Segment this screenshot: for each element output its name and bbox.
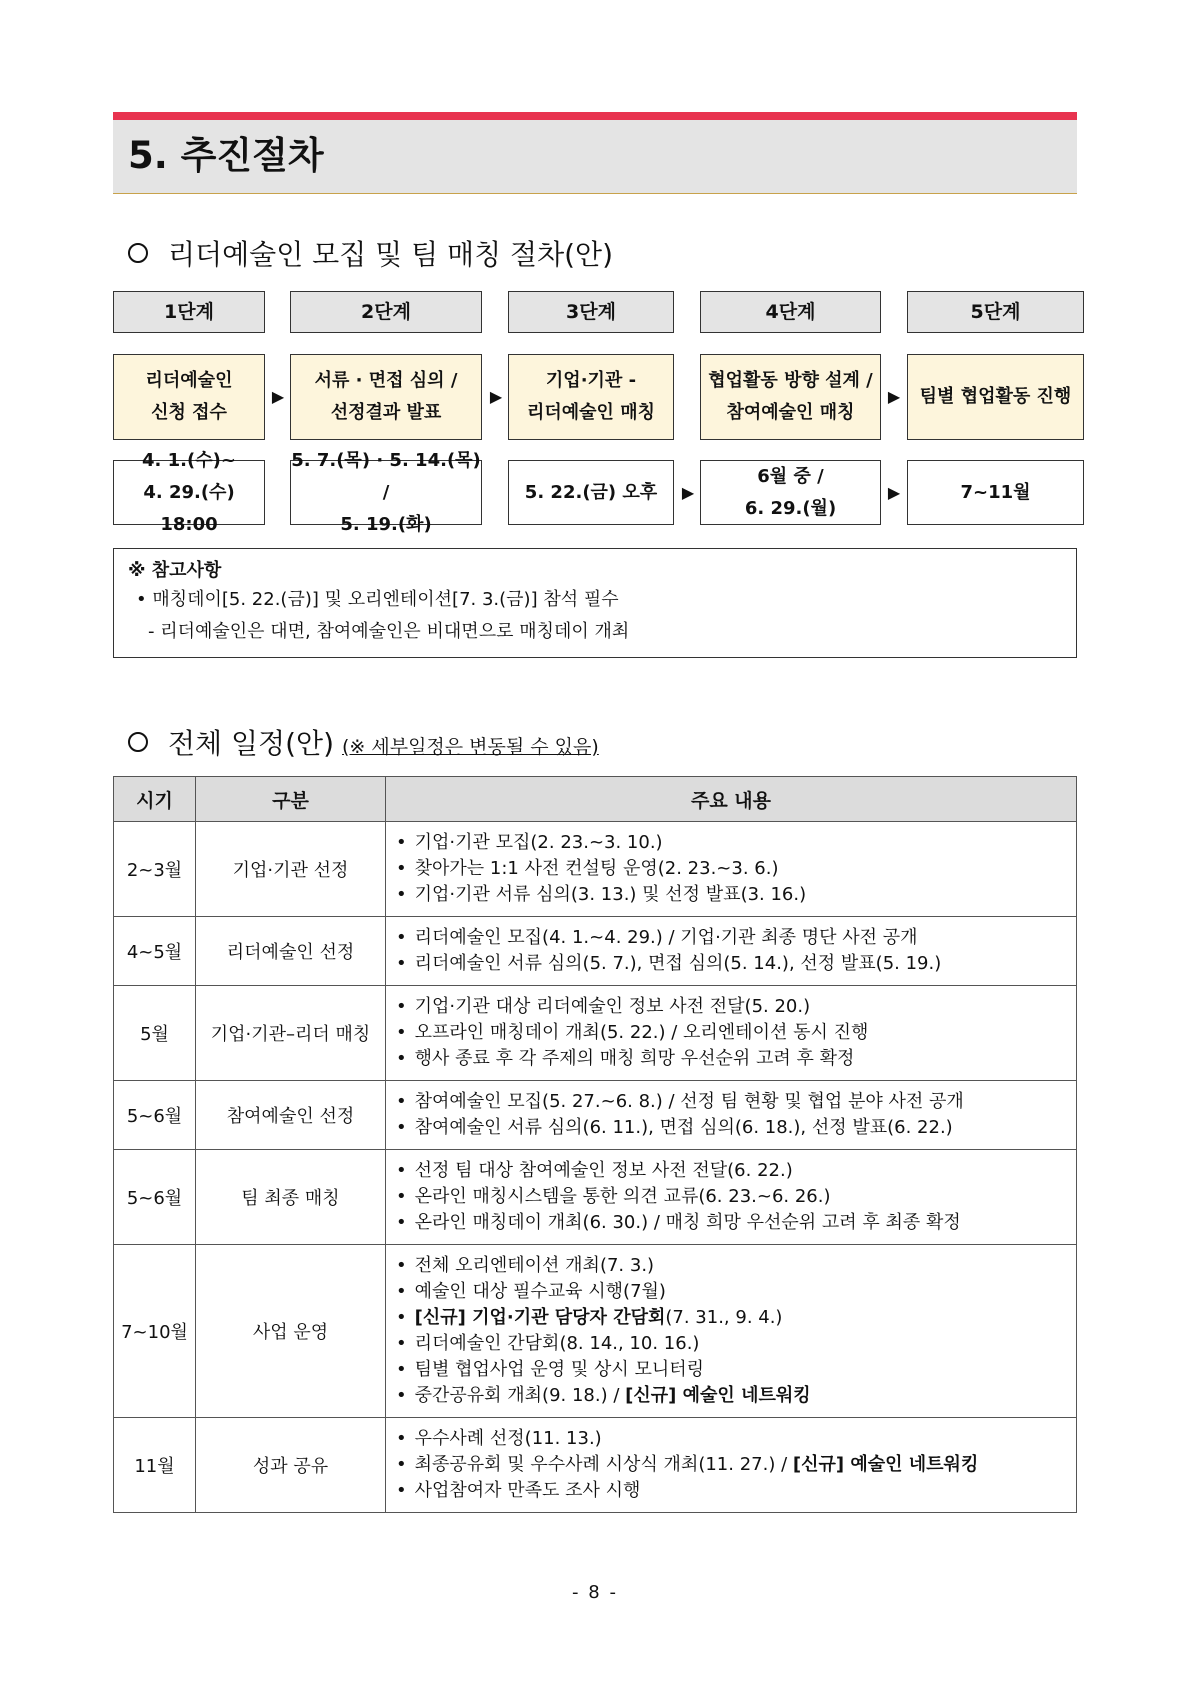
schedule-bullet-item: [396, 1046, 1068, 1072]
section-title: 5. 추진절차: [128, 134, 324, 177]
reference-note-box: [113, 548, 1077, 658]
column-header-content: 주요 내용: [386, 777, 1077, 822]
step-box-line: 협업활동 방향 설계 /: [708, 370, 873, 391]
arrow-right-icon: ▶: [887, 483, 901, 502]
schedule-bullet-item: [396, 882, 1068, 908]
schedule-heading-text: 전체 일정(안): [168, 727, 334, 760]
text-segment: 리더예술인 간담회(8. 14., 10. 16.): [414, 1333, 700, 1354]
schedule-bullet-item: [396, 925, 1068, 951]
schedule-bullet-item: [396, 1158, 1068, 1184]
date-box-line: 5. 7.(목) · 5. 14.(목) /: [291, 449, 481, 503]
step-box-4: [700, 354, 881, 440]
date-box-line: 6. 29.(월): [744, 497, 837, 519]
schedule-period-cell: 4~5월: [114, 917, 196, 986]
bold-text-segment: [신규] 예술인 네트워킹: [625, 1385, 811, 1406]
text-segment: 온라인 매칭데이 개최(6. 30.) / 매칭 희망 우선순위 고려 후 최종 확정: [414, 1212, 961, 1233]
procedure-heading: [128, 237, 613, 273]
table-row: [114, 1150, 1077, 1245]
schedule-content-cell: [386, 822, 1077, 917]
schedule-category-cell: 기업·기관–리더 매칭: [196, 986, 386, 1081]
date-box-line: 5. 22.(금) 오후: [524, 481, 658, 503]
stage-label-2: 2단계: [290, 291, 482, 333]
date-box-4: [700, 460, 881, 525]
text-segment: 중간공유회 개최(9. 18.) /: [414, 1385, 626, 1406]
step-box-line: 리더예술인: [145, 370, 233, 391]
schedule-period-cell: 5월: [114, 986, 196, 1081]
schedule-bullet-item: [396, 1089, 1068, 1115]
text-segment: 참여예술인 모집(5. 27.~6. 8.) / 선정 팀 현황 및 협업 분야 사전 공개: [414, 1091, 964, 1112]
text-segment: (7. 31., 9. 4.): [665, 1307, 783, 1328]
note-sub-item: - 리더예술인은 대면, 참여예술인은 비대면으로 매칭데이 개최: [148, 621, 630, 642]
schedule-category-cell: 사업 운영: [196, 1245, 386, 1418]
arrow-right-icon: ▶: [489, 387, 503, 406]
text-segment: 우수사례 선정(11. 13.): [414, 1428, 602, 1449]
text-segment: 예술인 대상 필수교육 시행(7월): [414, 1281, 666, 1302]
step-box-2: [290, 354, 482, 440]
section-accent-bar: [113, 112, 1077, 120]
date-box-line: 6월 중 /: [757, 465, 824, 487]
schedule-bullet-item: [396, 1020, 1068, 1046]
schedule-bullet-item: [396, 1383, 1068, 1409]
stage-label-4: 4단계: [700, 291, 881, 333]
schedule-category-cell: 팀 최종 매칭: [196, 1150, 386, 1245]
schedule-period-cell: 2~3월: [114, 822, 196, 917]
stage-label-5: 5단계: [907, 291, 1084, 333]
table-row: [114, 822, 1077, 917]
text-segment: 선정 팀 대상 참여예술인 정보 사전 전달(6. 22.): [414, 1160, 793, 1181]
text-segment: 기업·기관 모집(2. 23.~3. 10.): [414, 832, 663, 853]
schedule-table-body: [114, 822, 1077, 1513]
text-segment: 찾아가는 1:1 사전 컨설팅 운영(2. 23.~3. 6.): [414, 858, 779, 879]
step-box-line: 신청 접수: [151, 402, 227, 423]
text-segment: 사업참여자 만족도 조사 시행: [414, 1480, 641, 1501]
schedule-content-cell: [386, 986, 1077, 1081]
schedule-category-cell: 참여예술인 선정: [196, 1081, 386, 1150]
schedule-period-cell: 5~6월: [114, 1150, 196, 1245]
text-segment: 참여예술인 서류 심의(6. 11.), 면접 심의(6. 18.), 선정 발표(6. 22.): [414, 1117, 953, 1138]
schedule-content-cell: [386, 1418, 1077, 1513]
schedule-bullet-item: [396, 1426, 1068, 1452]
schedule-bullet-item: [396, 1184, 1068, 1210]
page-number: - 8 -: [572, 1582, 618, 1603]
text-segment: 최종공유회 및 우수사례 시상식 개최(11. 27.) /: [414, 1454, 793, 1475]
schedule-bullet-item: [396, 1305, 1068, 1331]
date-box-2: [290, 449, 482, 535]
table-row: [114, 1245, 1077, 1418]
schedule-bullet-item: [396, 1478, 1068, 1504]
schedule-period-cell: 5~6월: [114, 1081, 196, 1150]
hollow-circle-icon: [128, 243, 148, 263]
note-bullet: • 매칭데이[5. 22.(금)] 및 오리엔테이션[7. 3.(금)] 참석 필수: [136, 589, 619, 610]
schedule-bullet-item: [396, 1331, 1068, 1357]
note-title: ※ 참고사항: [128, 560, 222, 581]
step-box-1: [113, 354, 265, 440]
step-box-3: [508, 354, 674, 440]
schedule-content-cell: [386, 1081, 1077, 1150]
date-box-1: [113, 449, 265, 535]
schedule-bullet-item: [396, 830, 1068, 856]
table-row: [114, 1418, 1077, 1513]
hollow-circle-icon: [128, 732, 148, 752]
column-header-period: 시기: [114, 777, 196, 822]
table-row: [114, 986, 1077, 1081]
text-segment: 리더예술인 서류 심의(5. 7.), 면접 심의(5. 14.), 선정 발표(5. 19.): [414, 953, 942, 974]
schedule-content-cell: [386, 917, 1077, 986]
step-box-5: [907, 354, 1084, 440]
schedule-table: [113, 776, 1077, 1513]
schedule-bullet-item: [396, 1210, 1068, 1236]
schedule-category-cell: 기업·기관 선정: [196, 822, 386, 917]
schedule-content-cell: [386, 1150, 1077, 1245]
date-box-line: 5. 19.(화): [340, 513, 432, 535]
date-box-line: 4. 29.(수) 18:00: [143, 481, 235, 535]
date-box-line: 7~11월: [960, 481, 1031, 503]
arrow-right-icon: ▶: [887, 387, 901, 406]
schedule-period-cell: 7~10월: [114, 1245, 196, 1418]
column-header-category: 구분: [196, 777, 386, 822]
text-segment: 오프라인 매칭데이 개최(5. 22.) / 오리엔테이션 동시 진행: [414, 1022, 869, 1043]
arrow-right-icon: ▶: [681, 483, 695, 502]
schedule-category-cell: 리더예술인 선정: [196, 917, 386, 986]
bold-text-segment: [신규] 예술인 네트워킹: [792, 1454, 979, 1475]
text-segment: 리더예술인 모집(4. 1.~4. 29.) / 기업·기관 최종 명단 사전 공개: [414, 927, 918, 948]
schedule-bullet-item: [396, 1253, 1068, 1279]
step-box-line: 서류 · 면접 심의 /: [314, 370, 458, 391]
text-segment: 행사 종료 후 각 주제의 매칭 희망 우선순위 고려 후 확정: [414, 1048, 855, 1069]
table-header-row: [114, 777, 1077, 822]
table-row: [114, 917, 1077, 986]
text-segment: 팀별 협업사업 운영 및 상시 모니터링: [414, 1359, 705, 1380]
bold-text-segment: [신규] 기업·기관 담당자 간담회: [414, 1307, 666, 1328]
text-segment: 기업·기관 서류 심의(3. 13.) 및 선정 발표(3. 16.): [414, 884, 807, 905]
schedule-bullet-item: [396, 1357, 1068, 1383]
step-box-line: 리더예술인 매칭: [527, 402, 655, 423]
schedule-bullet-item: [396, 856, 1068, 882]
text-segment: 기업·기관 대상 리더예술인 정보 사전 전달(5. 20.): [414, 996, 811, 1017]
date-box-5: [907, 460, 1084, 525]
text-segment: 온라인 매칭시스템을 통한 의견 교류(6. 23.~6. 26.): [414, 1186, 831, 1207]
schedule-bullet-item: [396, 994, 1068, 1020]
procedure-heading-text: 리더예술인 모집 및 팀 매칭 절차(안): [168, 238, 614, 271]
schedule-heading: [128, 726, 599, 765]
step-box-line: 선정결과 발표: [330, 402, 442, 423]
step-box-line: 참여예술인 매칭: [726, 402, 855, 423]
stage-label-3: 3단계: [508, 291, 674, 333]
schedule-bullet-item: [396, 951, 1068, 977]
step-box-line: 기업·기관 -: [545, 370, 637, 391]
date-box-line: 4. 1.(수)~: [142, 449, 236, 471]
arrow-right-icon: ▶: [271, 387, 285, 406]
table-row: [114, 1081, 1077, 1150]
schedule-category-cell: 성과 공유: [196, 1418, 386, 1513]
step-box-line: 팀별 협업활동 진행: [919, 386, 1072, 407]
schedule-period-cell: 11월: [114, 1418, 196, 1513]
schedule-bullet-item: [396, 1115, 1068, 1141]
stage-label-1: 1단계: [113, 291, 265, 333]
schedule-content-cell: [386, 1245, 1077, 1418]
date-box-3: [508, 460, 674, 525]
schedule-bullet-item: [396, 1279, 1068, 1305]
schedule-heading-note: (※ 세부일정은 변동될 수 있음): [342, 736, 599, 758]
text-segment: 전체 오리엔테이션 개최(7. 3.): [414, 1255, 655, 1276]
schedule-bullet-item: [396, 1452, 1068, 1478]
